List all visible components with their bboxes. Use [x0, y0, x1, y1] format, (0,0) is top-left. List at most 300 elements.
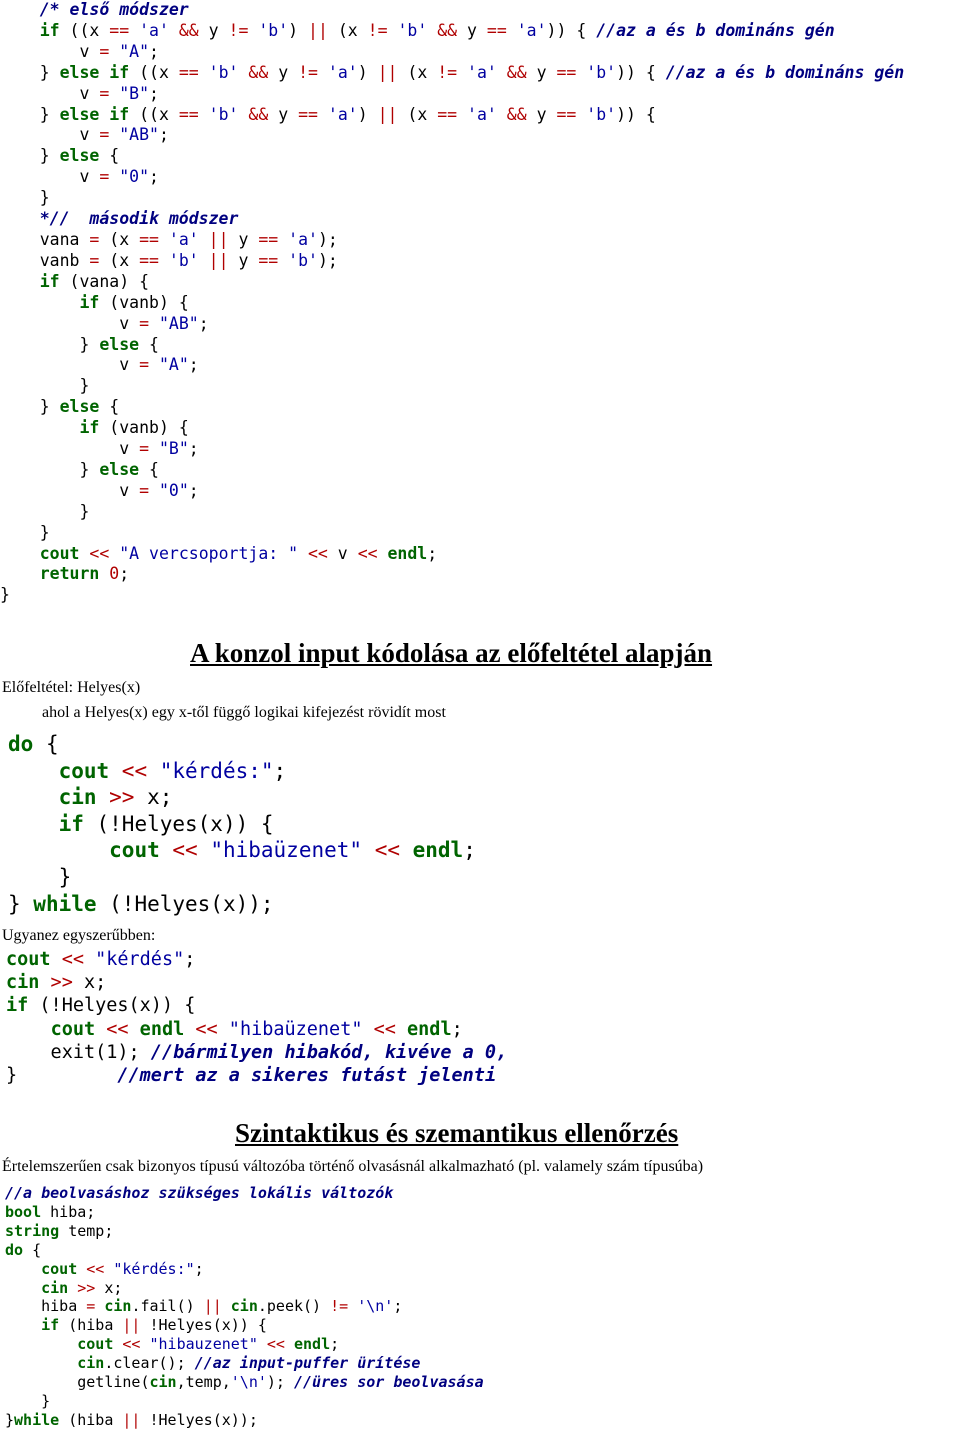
code-token: (vana) { [59, 271, 150, 291]
code-token: hiba [5, 1297, 87, 1316]
code-token: "kérdés:" [147, 758, 274, 783]
code-token: *// második módszer [0, 209, 239, 229]
code-token: if [39, 271, 60, 291]
code-line [8, 731, 476, 758]
code-token: } [8, 864, 72, 889]
code-line [6, 1064, 507, 1087]
code-token: == [139, 250, 159, 270]
code-token: cout [77, 1335, 114, 1354]
code-token: 'a' [506, 20, 547, 40]
code-token: == [556, 104, 577, 124]
code-token: )) { [616, 104, 656, 124]
code-token [5, 1354, 77, 1372]
code-token: y [526, 104, 557, 124]
code-token: ((x [129, 62, 179, 82]
code-token: vanb [0, 250, 90, 270]
code-token: vana [0, 229, 90, 249]
code-block-do-while [8, 731, 476, 917]
code-token: << [257, 1335, 285, 1354]
code-token: cin [77, 1354, 105, 1373]
code-token: ; [119, 564, 130, 584]
code-token: = [139, 355, 150, 375]
code-line [0, 376, 904, 397]
code-token: x; [72, 972, 107, 994]
code-token: == [139, 229, 159, 249]
code-token: 'a' [278, 229, 318, 249]
code-token: else if [59, 104, 130, 124]
code-line [5, 1184, 484, 1203]
code-token: { [139, 334, 159, 354]
code-token: (!Helyes(x)) { [83, 811, 274, 836]
code-token: } [0, 397, 60, 417]
code-block-first [0, 0, 904, 606]
code-token: } [5, 1391, 51, 1410]
code-line [8, 891, 476, 918]
code-line [8, 864, 476, 891]
code-token: || [308, 20, 328, 40]
code-token [0, 564, 40, 583]
code-token: } [0, 188, 50, 208]
code-line [5, 1279, 484, 1298]
code-token: 'a' [317, 62, 358, 82]
section-heading-validation: Szintaktikus és szemantikus ellenőrzés [235, 1118, 679, 1148]
code-token: << [50, 949, 84, 970]
code-token: >> [68, 1278, 96, 1297]
code-token: //a beolvasáshoz szükséges lokális változók [5, 1184, 394, 1202]
code-line [5, 1335, 484, 1354]
code-token: "0" [149, 480, 189, 500]
code-token: (x [397, 62, 438, 82]
code-token: << [362, 1018, 396, 1040]
code-token: cout [58, 758, 110, 783]
code-line [5, 1354, 484, 1373]
code-token: 'b' [278, 250, 318, 270]
code-token: x; [95, 1278, 123, 1297]
code-token: "0" [109, 167, 150, 187]
code-token: y [526, 62, 557, 82]
code-token: "kérdés:" [104, 1259, 195, 1278]
code-token: } [0, 585, 10, 605]
code-token: >> [39, 972, 73, 994]
code-token: != [437, 62, 458, 82]
code-token: && [496, 104, 527, 124]
code-token: /* első módszer [0, 0, 189, 19]
code-token: != [330, 1297, 349, 1316]
code-token: else [59, 146, 100, 166]
code-line [5, 1316, 484, 1335]
code-token: "hibaüzenet" [197, 838, 363, 863]
code-token: (x [327, 20, 368, 40]
code-token: "B" [109, 83, 150, 103]
code-token: ) [288, 20, 309, 40]
code-token: == [178, 104, 199, 124]
code-token: (hiba [59, 1410, 123, 1429]
simpler-version-text: Ugyanez egyszerűbben: [2, 927, 156, 944]
code-line [5, 1241, 484, 1260]
code-line [0, 355, 904, 376]
code-token: cout [109, 838, 160, 863]
code-line [6, 994, 507, 1017]
code-line [5, 1222, 484, 1241]
code-token: 'b' [198, 104, 239, 124]
code-token: if [79, 292, 100, 312]
code-token [0, 21, 40, 40]
code-line [0, 42, 904, 63]
code-token: //az a és b domináns gén [665, 62, 905, 82]
code-token: exit(1); [6, 1041, 151, 1063]
code-token: (vanb) { [99, 292, 189, 312]
code-token [0, 544, 40, 563]
code-token: << [159, 838, 198, 863]
code-token: << [298, 543, 328, 563]
code-line [6, 948, 507, 971]
code-token: !Helyes(x)) { [140, 1316, 267, 1335]
code-token: (!Helyes(x)); [96, 891, 274, 916]
code-token: } [0, 104, 60, 124]
code-token: endl [284, 1335, 331, 1354]
code-token: )) { [616, 62, 666, 82]
code-token [8, 812, 59, 836]
code-token: } [0, 334, 100, 354]
code-line [0, 230, 904, 251]
code-token: ); [317, 250, 338, 270]
code-token: != [228, 20, 249, 40]
code-line [8, 837, 476, 864]
code-line [5, 1392, 484, 1411]
code-line [0, 63, 904, 84]
code-token: != [298, 62, 318, 82]
code-token: 'a' [317, 104, 358, 124]
code-token: 'b' [576, 62, 617, 82]
code-token: y [228, 229, 259, 249]
code-token: = [139, 439, 150, 459]
code-token [8, 759, 59, 783]
code-token: = [86, 1297, 96, 1316]
code-token: ; [149, 41, 159, 61]
code-token: } [0, 459, 100, 479]
code-line [0, 585, 904, 606]
code-line [0, 335, 904, 356]
code-token: 0 [99, 564, 120, 584]
validation-description: Értelemszerűen csak bizonyos típusú változóba történő olvasásnál alkalmazható (pl. valamely szám típusúba) [2, 1158, 704, 1175]
code-token: = [99, 125, 110, 145]
code-token: ; [393, 1297, 403, 1316]
code-line [8, 811, 476, 838]
code-token [5, 1316, 41, 1334]
code-line [5, 1203, 484, 1222]
code-token: = [139, 313, 150, 333]
code-line [8, 784, 476, 811]
code-token: endl [395, 1018, 452, 1040]
code-token: while [33, 891, 97, 916]
code-token: cout [41, 1259, 78, 1278]
code-token: && [238, 104, 269, 124]
code-token: v [0, 439, 140, 459]
code-token: "hibaüzenet" [217, 1018, 363, 1040]
code-token: bool [5, 1202, 42, 1221]
code-token: == [437, 104, 458, 124]
code-token: if [79, 418, 100, 438]
code-line [0, 564, 904, 585]
code-token: || [377, 104, 398, 124]
code-token: x; [134, 785, 173, 810]
code-token: && [427, 20, 458, 40]
code-token: y [268, 104, 299, 124]
code-token: "hibauzenet" [140, 1335, 258, 1354]
code-token: ; [188, 355, 199, 375]
code-token: cin [6, 972, 40, 994]
code-token: && [168, 20, 199, 40]
code-token: y [228, 250, 259, 270]
code-token: 'a' [457, 62, 497, 82]
code-token: if [41, 1316, 60, 1335]
code-token: == [178, 62, 199, 82]
code-token: while [14, 1410, 60, 1429]
code-token: ); [266, 1373, 294, 1392]
code-token: = [89, 229, 100, 249]
code-token: v [0, 480, 140, 500]
code-line [0, 251, 904, 272]
code-token: endl [377, 543, 428, 563]
code-token [0, 272, 40, 291]
code-line [0, 544, 904, 565]
code-token: && [238, 62, 269, 82]
code-token [8, 785, 59, 809]
code-line [0, 167, 904, 188]
code-line [5, 1373, 484, 1392]
code-token: } [0, 376, 90, 396]
code-token: { [99, 146, 120, 166]
code-token: ; [427, 543, 438, 563]
code-token: cout [50, 1018, 96, 1040]
code-line [0, 125, 904, 146]
code-token: { [99, 397, 120, 417]
code-token: == [298, 104, 318, 124]
code-token: cin [95, 1297, 132, 1316]
code-token: || [377, 62, 398, 82]
code-token: == [258, 229, 279, 249]
code-token: //az input-puffer ürítése [194, 1354, 421, 1373]
code-token: .peek() [257, 1297, 331, 1316]
code-token: } [0, 501, 90, 521]
code-token: (x [99, 250, 140, 270]
code-token: || [198, 250, 229, 270]
code-token: endl [399, 838, 464, 863]
code-token: } [6, 1065, 118, 1087]
code-token: 'b' [158, 250, 199, 270]
code-token: v [327, 543, 358, 563]
code-token: ; [330, 1335, 340, 1354]
code-token: cin [41, 1278, 69, 1297]
code-line [0, 209, 904, 230]
code-token: y [457, 20, 487, 40]
code-token: do [5, 1240, 24, 1259]
code-token: )) { [546, 20, 597, 40]
code-token: ((x [129, 104, 179, 124]
code-line [0, 84, 904, 105]
code-token: "B" [149, 439, 189, 459]
code-token: ) [357, 104, 378, 124]
code-token: .clear(); [104, 1354, 195, 1373]
code-token: (vanb) { [99, 418, 189, 438]
code-token: ; [198, 313, 209, 333]
code-token [6, 1019, 51, 1040]
code-line [0, 460, 904, 481]
code-token: v [0, 83, 100, 103]
code-token: 'a' [129, 20, 169, 40]
section-heading-console-input: A konzol input kódolása az előfeltétel alapján [190, 638, 713, 668]
code-token: ; [194, 1259, 204, 1278]
code-token: cout [39, 543, 80, 563]
code-token: ; [273, 758, 287, 783]
code-token: << [79, 543, 110, 563]
code-line [0, 314, 904, 335]
code-token: } [5, 1410, 15, 1429]
code-token: 'a' [457, 104, 497, 124]
code-token: "A" [149, 355, 189, 375]
code-token: (x [397, 104, 438, 124]
code-token: ((x [59, 20, 110, 40]
code-token: y [198, 20, 229, 40]
code-token: } [0, 522, 50, 542]
code-token: << [77, 1259, 105, 1278]
code-line [5, 1260, 484, 1279]
code-token: ; [149, 83, 159, 103]
code-token: ; [463, 838, 476, 863]
code-token: "AB" [109, 125, 159, 145]
code-token: 'a' [158, 229, 199, 249]
code-token: else [99, 459, 140, 479]
code-line [0, 397, 904, 418]
code-token: == [109, 20, 130, 40]
code-token: if [39, 20, 60, 40]
code-token: ; [149, 167, 159, 187]
code-token: else [99, 334, 140, 354]
code-token: y [268, 62, 299, 82]
code-token: || [198, 229, 229, 249]
code-token: '\n' [230, 1373, 267, 1392]
code-line [6, 971, 507, 994]
code-token: string [5, 1221, 60, 1240]
code-block-validation [5, 1184, 484, 1430]
code-line [0, 481, 904, 502]
code-token: .fail() [131, 1297, 204, 1316]
code-line [6, 1041, 507, 1064]
code-block-simple [6, 948, 507, 1087]
code-token: cin [58, 785, 97, 810]
code-token: ; [188, 439, 199, 459]
precondition-text: Előfeltétel: Helyes(x) [2, 679, 141, 696]
code-line [5, 1297, 484, 1316]
code-token: v [0, 41, 100, 61]
code-token: cin [149, 1373, 177, 1392]
code-token: << [113, 1335, 141, 1354]
code-token: && [496, 62, 527, 82]
code-token: << [95, 1018, 129, 1040]
code-token: << [184, 1018, 218, 1040]
code-token: << [109, 758, 148, 783]
code-token: >> [96, 785, 135, 810]
code-token: "A vercsoportja: " [109, 543, 299, 563]
code-token: == [486, 20, 507, 40]
code-line [0, 272, 904, 293]
code-token: ) [357, 62, 378, 82]
code-token: = [99, 41, 110, 61]
code-token [5, 1335, 77, 1353]
code-token: ; [158, 125, 169, 145]
code-token: else [59, 397, 100, 417]
code-line [0, 146, 904, 167]
code-token: !Helyes(x)); [140, 1410, 258, 1429]
code-line [0, 293, 904, 314]
code-token: } [0, 146, 60, 166]
code-token: (hiba [59, 1316, 123, 1335]
code-token: ); [317, 229, 338, 249]
code-token: (x [99, 229, 140, 249]
code-token: = [99, 167, 110, 187]
code-token: hiba; [41, 1202, 96, 1221]
code-token: || [122, 1410, 141, 1429]
code-token: ,temp, [176, 1373, 231, 1392]
code-line [0, 439, 904, 460]
code-line [0, 0, 904, 21]
code-token: //mert az a sikeres futást jelenti [117, 1065, 497, 1087]
code-token: v [0, 313, 140, 333]
precondition-explanation: ahol a Helyes(x) egy x-től függő logikai kifejezést rövidít most [42, 704, 446, 721]
code-token: temp; [59, 1221, 114, 1240]
code-token: } [0, 62, 60, 82]
code-token: } [8, 891, 34, 916]
code-token: //az a és b domináns gén [596, 20, 835, 40]
code-token: { [139, 459, 159, 479]
code-token: ; [451, 1018, 463, 1040]
code-line [5, 1411, 484, 1430]
code-token: '\n' [348, 1297, 394, 1316]
code-token: || [122, 1316, 141, 1335]
code-token: "A" [109, 41, 150, 61]
code-token: v [0, 125, 100, 145]
code-token: << [357, 543, 378, 563]
code-token: endl [128, 1018, 185, 1040]
code-token: { [33, 732, 59, 756]
code-token: 'b' [248, 20, 289, 40]
code-token: (!Helyes(x)) { [28, 995, 196, 1017]
code-token: || [203, 1297, 222, 1316]
code-token: = [89, 250, 100, 270]
code-token: == [556, 62, 577, 82]
code-token: "AB" [149, 313, 199, 333]
code-line [0, 188, 904, 209]
code-token: "kérdés" [83, 949, 185, 970]
code-token: == [258, 250, 279, 270]
code-token: v [0, 355, 140, 375]
code-token [5, 1260, 41, 1278]
code-line [0, 105, 904, 126]
code-token: cin [221, 1297, 258, 1316]
code-token: = [99, 83, 110, 103]
code-line [0, 502, 904, 523]
code-token: v [0, 167, 100, 187]
code-token [8, 838, 109, 862]
code-token [0, 418, 79, 437]
code-token: = [139, 480, 150, 500]
code-token: getline( [5, 1373, 150, 1392]
code-token: return [39, 564, 100, 584]
code-token: ; [188, 480, 199, 500]
code-token: 'b' [576, 104, 617, 124]
code-token: if [6, 995, 29, 1017]
code-line [0, 523, 904, 544]
